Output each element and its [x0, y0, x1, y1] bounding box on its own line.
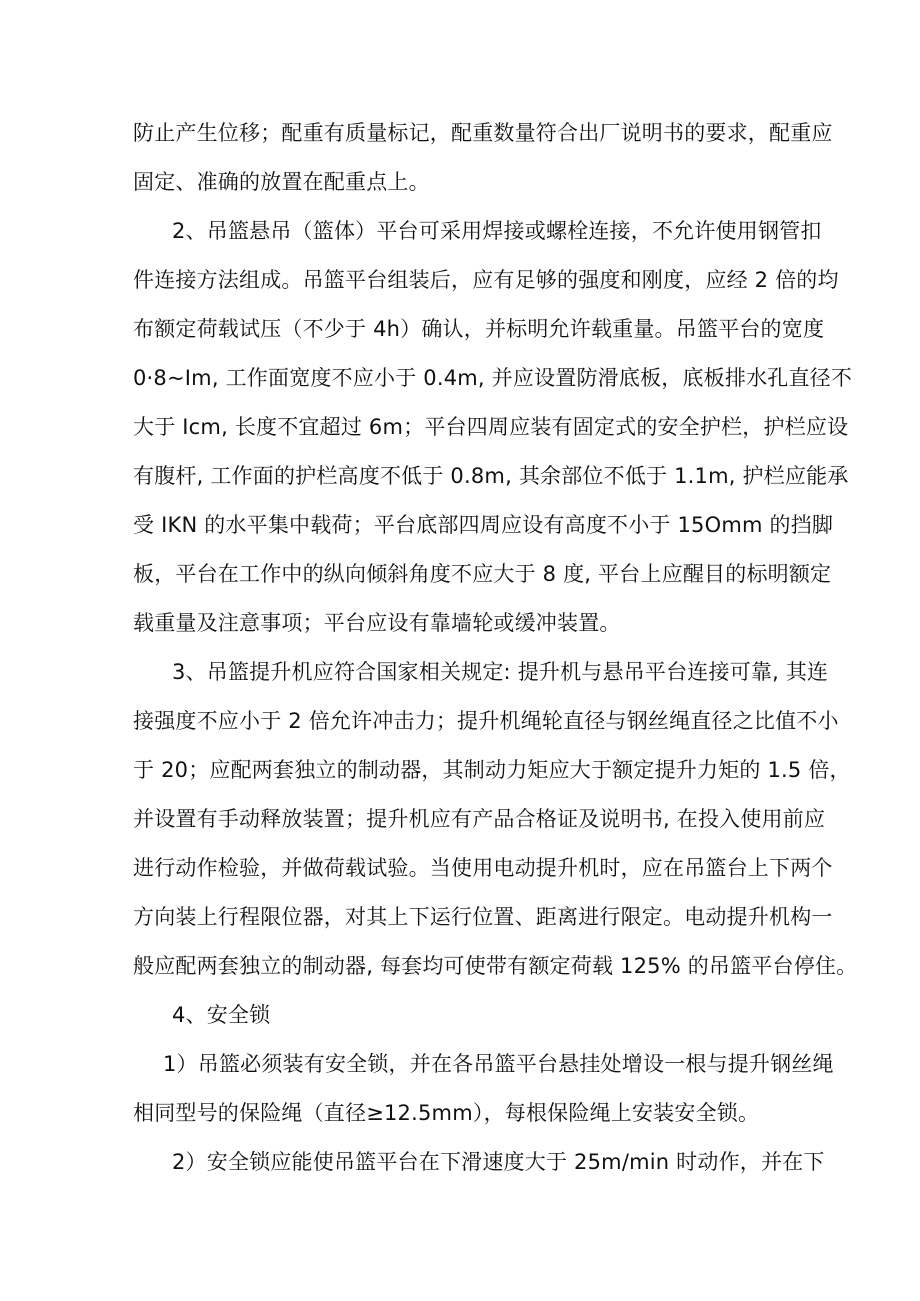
- text-line: 有腹杆, 工作面的护栏高度不低于 0.8m, 其余部位不低于 1.1m, 护栏应能承: [133, 464, 849, 488]
- text-line: 大于 Icm, 长度不宜超过 6m；平台四周应装有固定式的安全护栏，护栏应设: [133, 415, 849, 439]
- text-line: 接强度不应小于 2 倍允许冲击力；提升机绳轮直径与钢丝绳直径之比值不小: [133, 709, 839, 733]
- text-line: 般应配两套独立的制动器, 每套均可使带有额定荷载 125% 的吊篮平台停住。: [133, 954, 858, 978]
- text-line: 进行动作检验，并做荷载试验。当使用电动提升机时，应在吊篮台上下两个: [133, 856, 833, 880]
- text-line: 板，平台在工作中的纵向倾斜角度不应大于 8 度, 平台上应醒目的标明额定: [133, 562, 832, 586]
- text-line: 0·8~Im, 工作面宽度不应小于 0.4m, 并应设置防滑底板，底板排水孔直径不: [133, 366, 853, 390]
- text-line: 固定、准确的放置在配重点上。: [133, 170, 430, 194]
- text-line: 相同型号的保险绳（直径≥12.5mm），每根保险绳上安装安全锁。: [133, 1101, 760, 1125]
- section-heading: 4、安全锁: [172, 1003, 271, 1027]
- text-line: 件连接方法组成。吊篮平台组装后，应有足够的强度和刚度，应经 2 倍的均: [133, 268, 839, 292]
- text-line: 载重量及注意事项；平台应设有靠墙轮或缓冲装置。: [133, 611, 621, 635]
- text-line: 布额定荷载试压（不少于 4h）确认，并标明允许载重量。吊篮平台的宽度: [133, 317, 825, 341]
- text-line: 方向装上行程限位器，对其上下运行位置、距离进行限定。电动提升机构一: [133, 905, 833, 929]
- text-line: 3、吊篮提升机应符合国家相关规定: 提升机与悬吊平台连接可靠, 其连: [172, 660, 829, 684]
- text-line: 2）安全锁应能使吊篮平台在下滑速度大于 25m/min 时动作，并在下: [172, 1150, 825, 1174]
- text-line: 于 20；应配两套独立的制动器，其制动力矩应大于额定提升力矩的 1.5 倍，: [133, 758, 851, 782]
- text-line: 并设置有手动释放装置；提升机应有产品合格证及说明书, 在投入使用前应: [133, 807, 826, 831]
- text-line: 受 IKN 的水平集中载荷；平台底部四周应设有高度不小于 15Omm 的挡脚: [133, 513, 834, 537]
- text-line: 1）吊篮必须装有安全锁，并在各吊篮平台悬挂处增设一根与提升钢丝绳: [163, 1052, 834, 1076]
- text-line: 防止产生位移；配重有质量标记，配重数量符合出厂说明书的要求，配重应: [133, 121, 833, 145]
- text-line: 2、吊篮悬吊（篮体）平台可采用焊接或螺栓连接，不允许使用钢管扣: [172, 219, 822, 243]
